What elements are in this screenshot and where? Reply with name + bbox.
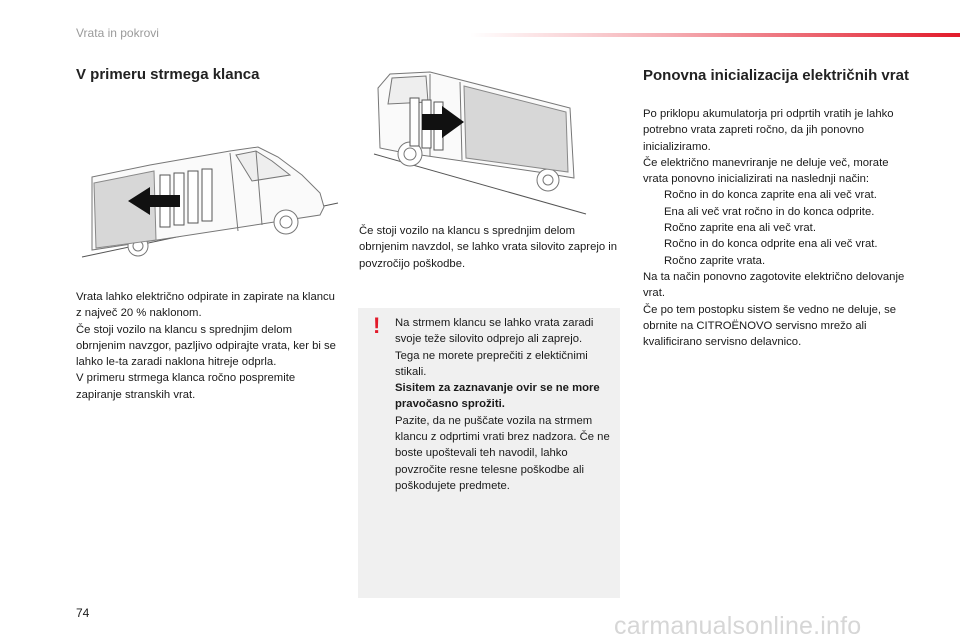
right-lead: Če električno manevriranje ne deluje več, morate vrata ponovno inicializirati na naslednji način: — [643, 156, 889, 186]
step-item — [643, 187, 911, 203]
warning-text — [395, 315, 615, 494]
page-number: 74 — [76, 606, 90, 620]
step-text: Ročno zaprite vrata. — [664, 254, 766, 267]
downhill-paragraph: Če stoji vozilo na klancu s sprednjim delom obrnjenim navzdol, se lahko vrata silovito zaprejo in povzročijo poškodbe. — [359, 225, 618, 270]
warning-paragraph: Pazite, da ne puščate vozila na strmem klancu z odprtimi vrati brez nadzora. Če ne boste upoštevali teh navodil, lahko povzročite resne telesne poškodbe ali poškodujete predmete. — [395, 414, 610, 492]
van-downhill-illustration — [370, 68, 590, 218]
right-intro: Po priklopu akumulatorja pri odprtih vratih je lahko potrebno vrata zapreti ročno, da jih ponovno inicializiramo. — [643, 108, 894, 153]
watermark: carmanualsonline.info — [614, 612, 862, 640]
van-uphill-illustration — [80, 145, 340, 260]
step-item — [643, 253, 911, 269]
step-item — [643, 220, 911, 236]
step-item — [643, 236, 911, 252]
step-text: Ročno in do konca odprite ena ali več vrat. — [664, 238, 878, 251]
warning-paragraph: Na strmem klancu se lahko vrata zaradi svoje teže silovito odprejo ali zaprejo. — [395, 317, 594, 346]
left-paragraph: Vrata lahko električno odpirate in zapirate na klancu z največ 20 % naklonom. — [76, 291, 335, 320]
step-item — [643, 204, 911, 220]
warning-icon: ! — [373, 313, 381, 338]
step-text: Ročno zaprite ena ali več vrat. — [664, 222, 816, 235]
warning-box — [358, 308, 620, 598]
left-body-text — [76, 289, 342, 403]
heading-steep-slope: V primeru strmega klanca — [76, 66, 260, 83]
step-text: Ročno in do konca zaprite ena ali več vrat. — [664, 189, 877, 202]
warning-paragraph: Tega ne morete preprečiti z elektičnimi stikali. — [395, 349, 588, 378]
right-final: Če po tem postopku sistem še vedno ne deluje, se obrnite na CITROËNOVO servisno mrežo ali kvalificirano servisno delavnico. — [643, 303, 897, 349]
right-after: Na ta način ponovno zagotovite električno delovanje vrat. — [643, 270, 905, 300]
step-text: Ena ali več vrat ročno in do konca odprite. — [664, 205, 875, 218]
heading-reinitialization: Ponovna inicializacija električnih vrat — [643, 67, 909, 84]
right-body-text — [643, 106, 911, 350]
left-paragraph: Če stoji vozilo na klancu s sprednjim delom obrnjenim navzgor, pazljivo odpirajte vrata, ker bi se lahko le-ta zaradi naklona hitreje odprla. — [76, 323, 336, 369]
section-title: Vrata in pokrovi — [76, 26, 159, 40]
left-paragraph: V primeru strmega klanca ročno pospremite zapiranje stranskih vrat. — [76, 372, 296, 401]
warning-bold-paragraph: Sisitem za zaznavanje ovir se ne more pravočasno sprožiti. — [395, 382, 600, 411]
header-accent-bar — [470, 33, 960, 37]
